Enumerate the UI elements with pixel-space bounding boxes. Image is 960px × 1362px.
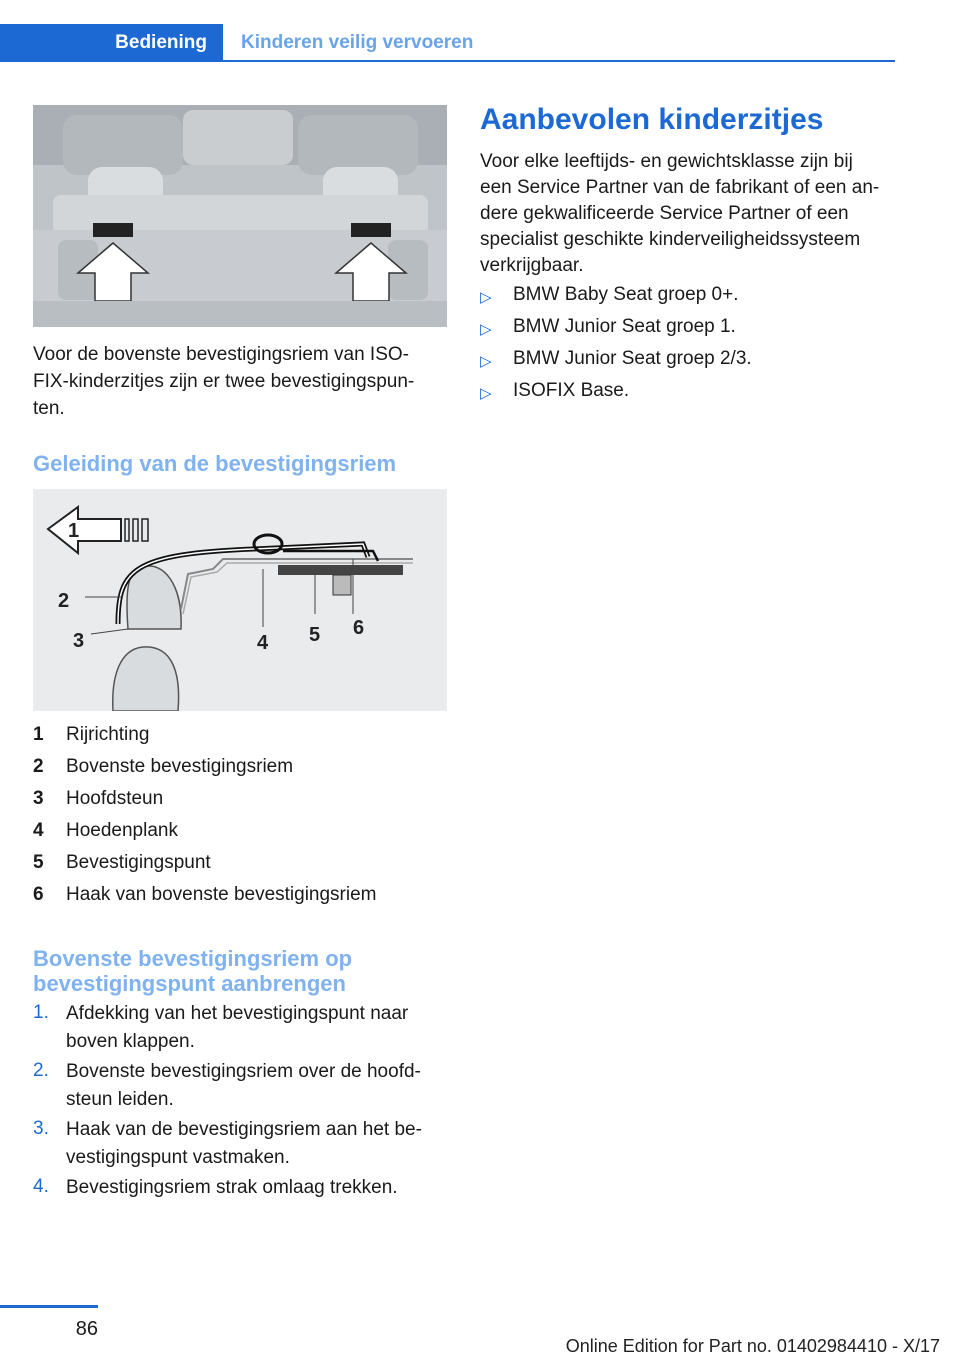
bullet-icon: ▷: [480, 353, 492, 370]
intro-line: verkrijgbaar.: [480, 255, 584, 276]
bullet-icon: ▷: [480, 289, 492, 306]
step-text: [66, 1116, 446, 1172]
step-line: Bovenste bevestigingsriem over de hoofd-: [66, 1061, 421, 1082]
page-number: 86: [75, 1318, 98, 1340]
strap-guide-diagram: [33, 489, 447, 711]
legend-text: Bovenste bevestigingsriem: [66, 756, 294, 777]
diagram-label-3: 3: [73, 630, 85, 652]
legend-number: 4: [33, 820, 44, 841]
step-number: 4.: [33, 1176, 49, 1197]
edition-info: Online Edition for Part no. 01402984410 - X/17: [565, 1336, 940, 1356]
header-underline: [223, 60, 895, 62]
heading-strap-guide: Geleiding van de bevestigingsriem: [33, 451, 397, 476]
intro-line: ten.: [33, 398, 65, 419]
step-line: steun leiden.: [66, 1089, 174, 1110]
footer-rule: [0, 1305, 98, 1308]
diagram-label-1: 1: [68, 520, 80, 542]
list-item: ISOFIX Base.: [513, 380, 630, 401]
bullet-icon: ▷: [480, 321, 492, 338]
heading-attach-strap: [33, 946, 352, 996]
legend-number: 1: [33, 724, 44, 745]
rear-seat-illustration: [33, 105, 447, 327]
step-number: 2.: [33, 1060, 49, 1081]
step-text: [66, 1174, 446, 1202]
legend-number: 6: [33, 884, 44, 905]
step-line: Afdekking van het bevestigingspunt naar: [66, 1003, 409, 1024]
step-line: vestigingspunt vastmaken.: [66, 1147, 290, 1168]
strap-diagram-svg: [33, 489, 447, 711]
legend-text: Rijrichting: [66, 724, 150, 745]
heading-line: Bovenste bevestigingsriem op: [33, 946, 353, 971]
intro-line: Voor elke leeftijds- en gewichtsklasse zijn bij: [480, 151, 853, 172]
list-item: BMW Baby Seat groep 0+.: [513, 284, 739, 305]
step-text: [66, 1000, 446, 1056]
intro-line: specialist geschikte kinderveiligheidssysteem: [480, 229, 861, 250]
legend-text: Haak van bovenste bevestigingsriem: [66, 884, 377, 905]
diagram-label-5: 5: [309, 624, 321, 646]
step-line: Bevestigingsriem strak omlaag trekken.: [66, 1177, 398, 1198]
intro-line: een Service Partner van de fabrikant of een an-: [480, 177, 880, 198]
diagram-label-2: 2: [58, 590, 70, 612]
step-number: 3.: [33, 1118, 49, 1139]
header-section-tab: Bediening: [0, 24, 223, 62]
bullet-icon: ▷: [480, 385, 492, 402]
step-text: [66, 1058, 446, 1114]
step-line: Haak van de bevestigingsriem aan het be-: [66, 1119, 422, 1140]
intro-line: Voor de bovenste bevestigingsriem van ISO-: [33, 344, 409, 365]
diagram-label-4: 4: [257, 632, 269, 654]
legend-number: 3: [33, 788, 44, 809]
intro-line: dere gekwalificeerde Service Partner of een: [480, 203, 849, 224]
legend-text: Hoedenplank: [66, 820, 178, 841]
heading-recommended-seats: Aanbevolen kinderzitjes: [480, 103, 824, 136]
step-number: 1.: [33, 1002, 49, 1023]
legend-text: Bevestigingspunt: [66, 852, 211, 873]
intro-line: FIX-kinderzitjes zijn er twee bevestigingspun-: [33, 371, 415, 392]
legend-number: 2: [33, 756, 44, 777]
recommended-intro: [480, 149, 900, 279]
legend-number: 5: [33, 852, 44, 873]
list-item: BMW Junior Seat groep 2/3.: [513, 348, 752, 369]
list-item: BMW Junior Seat groep 1.: [513, 316, 736, 337]
intro-paragraph: [33, 341, 447, 422]
step-line: boven klappen.: [66, 1031, 195, 1052]
heading-line: bevestigingspunt aanbrengen: [33, 971, 346, 996]
header-chapter-tab: Kinderen veilig vervoeren: [241, 32, 474, 53]
diagram-label-6: 6: [353, 617, 365, 639]
rear-seat-photo: [33, 105, 447, 327]
legend-text: Hoofdsteun: [66, 788, 164, 809]
